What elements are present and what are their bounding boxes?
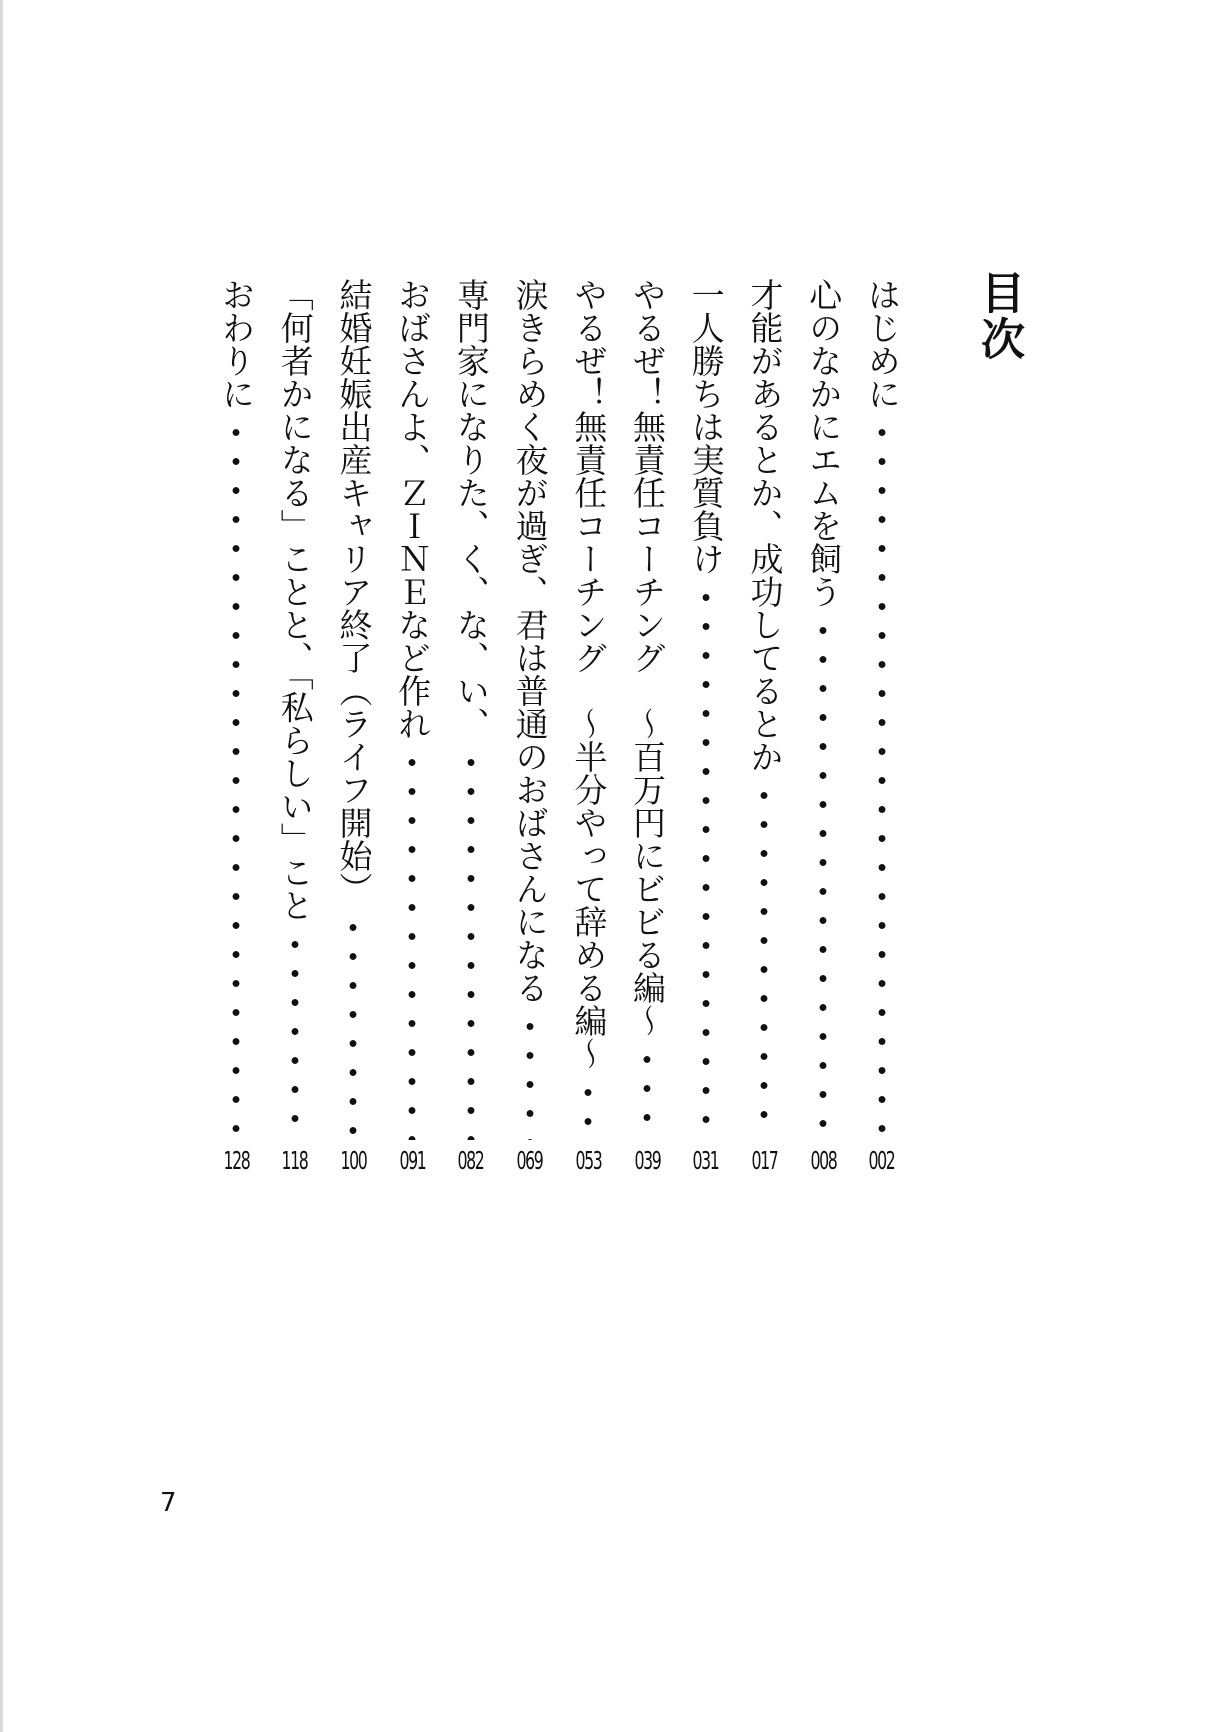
toc-dot-leader bbox=[466, 748, 476, 1140]
toc-entry-page: 100 bbox=[340, 1146, 367, 1175]
toc-dot-leader bbox=[642, 1045, 652, 1140]
toc-entry-5[interactable] bbox=[625, 278, 669, 1178]
toc-entry-label: やるぜ！無責任コーチング ～半分やって辞める編～ bbox=[569, 278, 609, 1070]
toc-entry-label: 結婚妊娠出産キャリア終了（ライフ開始） bbox=[334, 278, 374, 905]
toc-entry-label: 「何者かになる」ことと、「私らしい」こと bbox=[275, 278, 315, 922]
toc-entry-page: 069 bbox=[516, 1146, 543, 1175]
toc-entry-9[interactable] bbox=[390, 278, 434, 1178]
toc-entry-label: 専門家になりた、く、な、い、 bbox=[451, 278, 491, 740]
toc-dot-leader bbox=[525, 1012, 535, 1140]
toc-entry-label: おばさんよ、ＺＩＮＥなど作れ bbox=[393, 278, 433, 740]
toc-dot-leader bbox=[759, 781, 769, 1140]
toc-dot-leader bbox=[877, 418, 887, 1140]
toc-entry-page: 008 bbox=[810, 1146, 837, 1175]
table-of-contents bbox=[214, 278, 904, 1178]
toc-entry-11[interactable] bbox=[273, 278, 317, 1178]
toc-dot-leader bbox=[407, 748, 417, 1140]
toc-entry-page: 039 bbox=[634, 1146, 660, 1175]
toc-entry-2[interactable] bbox=[801, 278, 845, 1178]
toc-entry-page: 053 bbox=[575, 1146, 602, 1175]
toc-dot-leader bbox=[231, 418, 241, 1140]
toc-dot-leader bbox=[583, 1078, 593, 1140]
toc-dot-leader bbox=[348, 913, 358, 1140]
toc-entry-page: 082 bbox=[457, 1146, 484, 1175]
toc-entry-page: 031 bbox=[692, 1146, 719, 1175]
toc-entry-page: 017 bbox=[751, 1146, 778, 1175]
toc-entry-label: 涙きらめく夜が過ぎ、君は普通のおばさんになる bbox=[510, 278, 550, 1004]
toc-entry-8[interactable] bbox=[449, 278, 493, 1178]
page-title: 目次 bbox=[973, 270, 1024, 362]
toc-dot-leader bbox=[290, 930, 300, 1141]
toc-entry-page: 091 bbox=[399, 1146, 426, 1175]
toc-entry-page: 128 bbox=[223, 1146, 249, 1175]
toc-entry-owarini[interactable] bbox=[214, 278, 258, 1178]
toc-entry-label: 才能があるとか、成功してるとか bbox=[745, 278, 785, 773]
page-number: 7 bbox=[160, 1488, 177, 1518]
toc-entry-hajimeni[interactable] bbox=[860, 278, 904, 1178]
toc-entry-3[interactable] bbox=[742, 278, 786, 1178]
toc-entry-6[interactable] bbox=[566, 278, 610, 1178]
toc-dot-leader bbox=[818, 616, 828, 1140]
toc-entry-10[interactable] bbox=[331, 278, 375, 1178]
toc-entry-label: 心のなかにエムを飼う bbox=[804, 278, 844, 608]
toc-entry-page: 118 bbox=[281, 1146, 308, 1175]
toc-entry-label: 一人勝ちは実質負け bbox=[686, 278, 726, 575]
toc-entry-4[interactable] bbox=[684, 278, 728, 1178]
toc-entry-label: はじめに bbox=[862, 278, 902, 410]
toc-entry-page: 002 bbox=[868, 1146, 895, 1175]
toc-entry-label: おわりに bbox=[217, 278, 256, 410]
toc-entry-label: やるぜ！無責任コーチング ～百万円にビビる編～ bbox=[628, 278, 668, 1037]
toc-dot-leader bbox=[701, 583, 711, 1140]
page-edge bbox=[0, 0, 3, 1732]
toc-entry-7[interactable] bbox=[508, 278, 552, 1178]
